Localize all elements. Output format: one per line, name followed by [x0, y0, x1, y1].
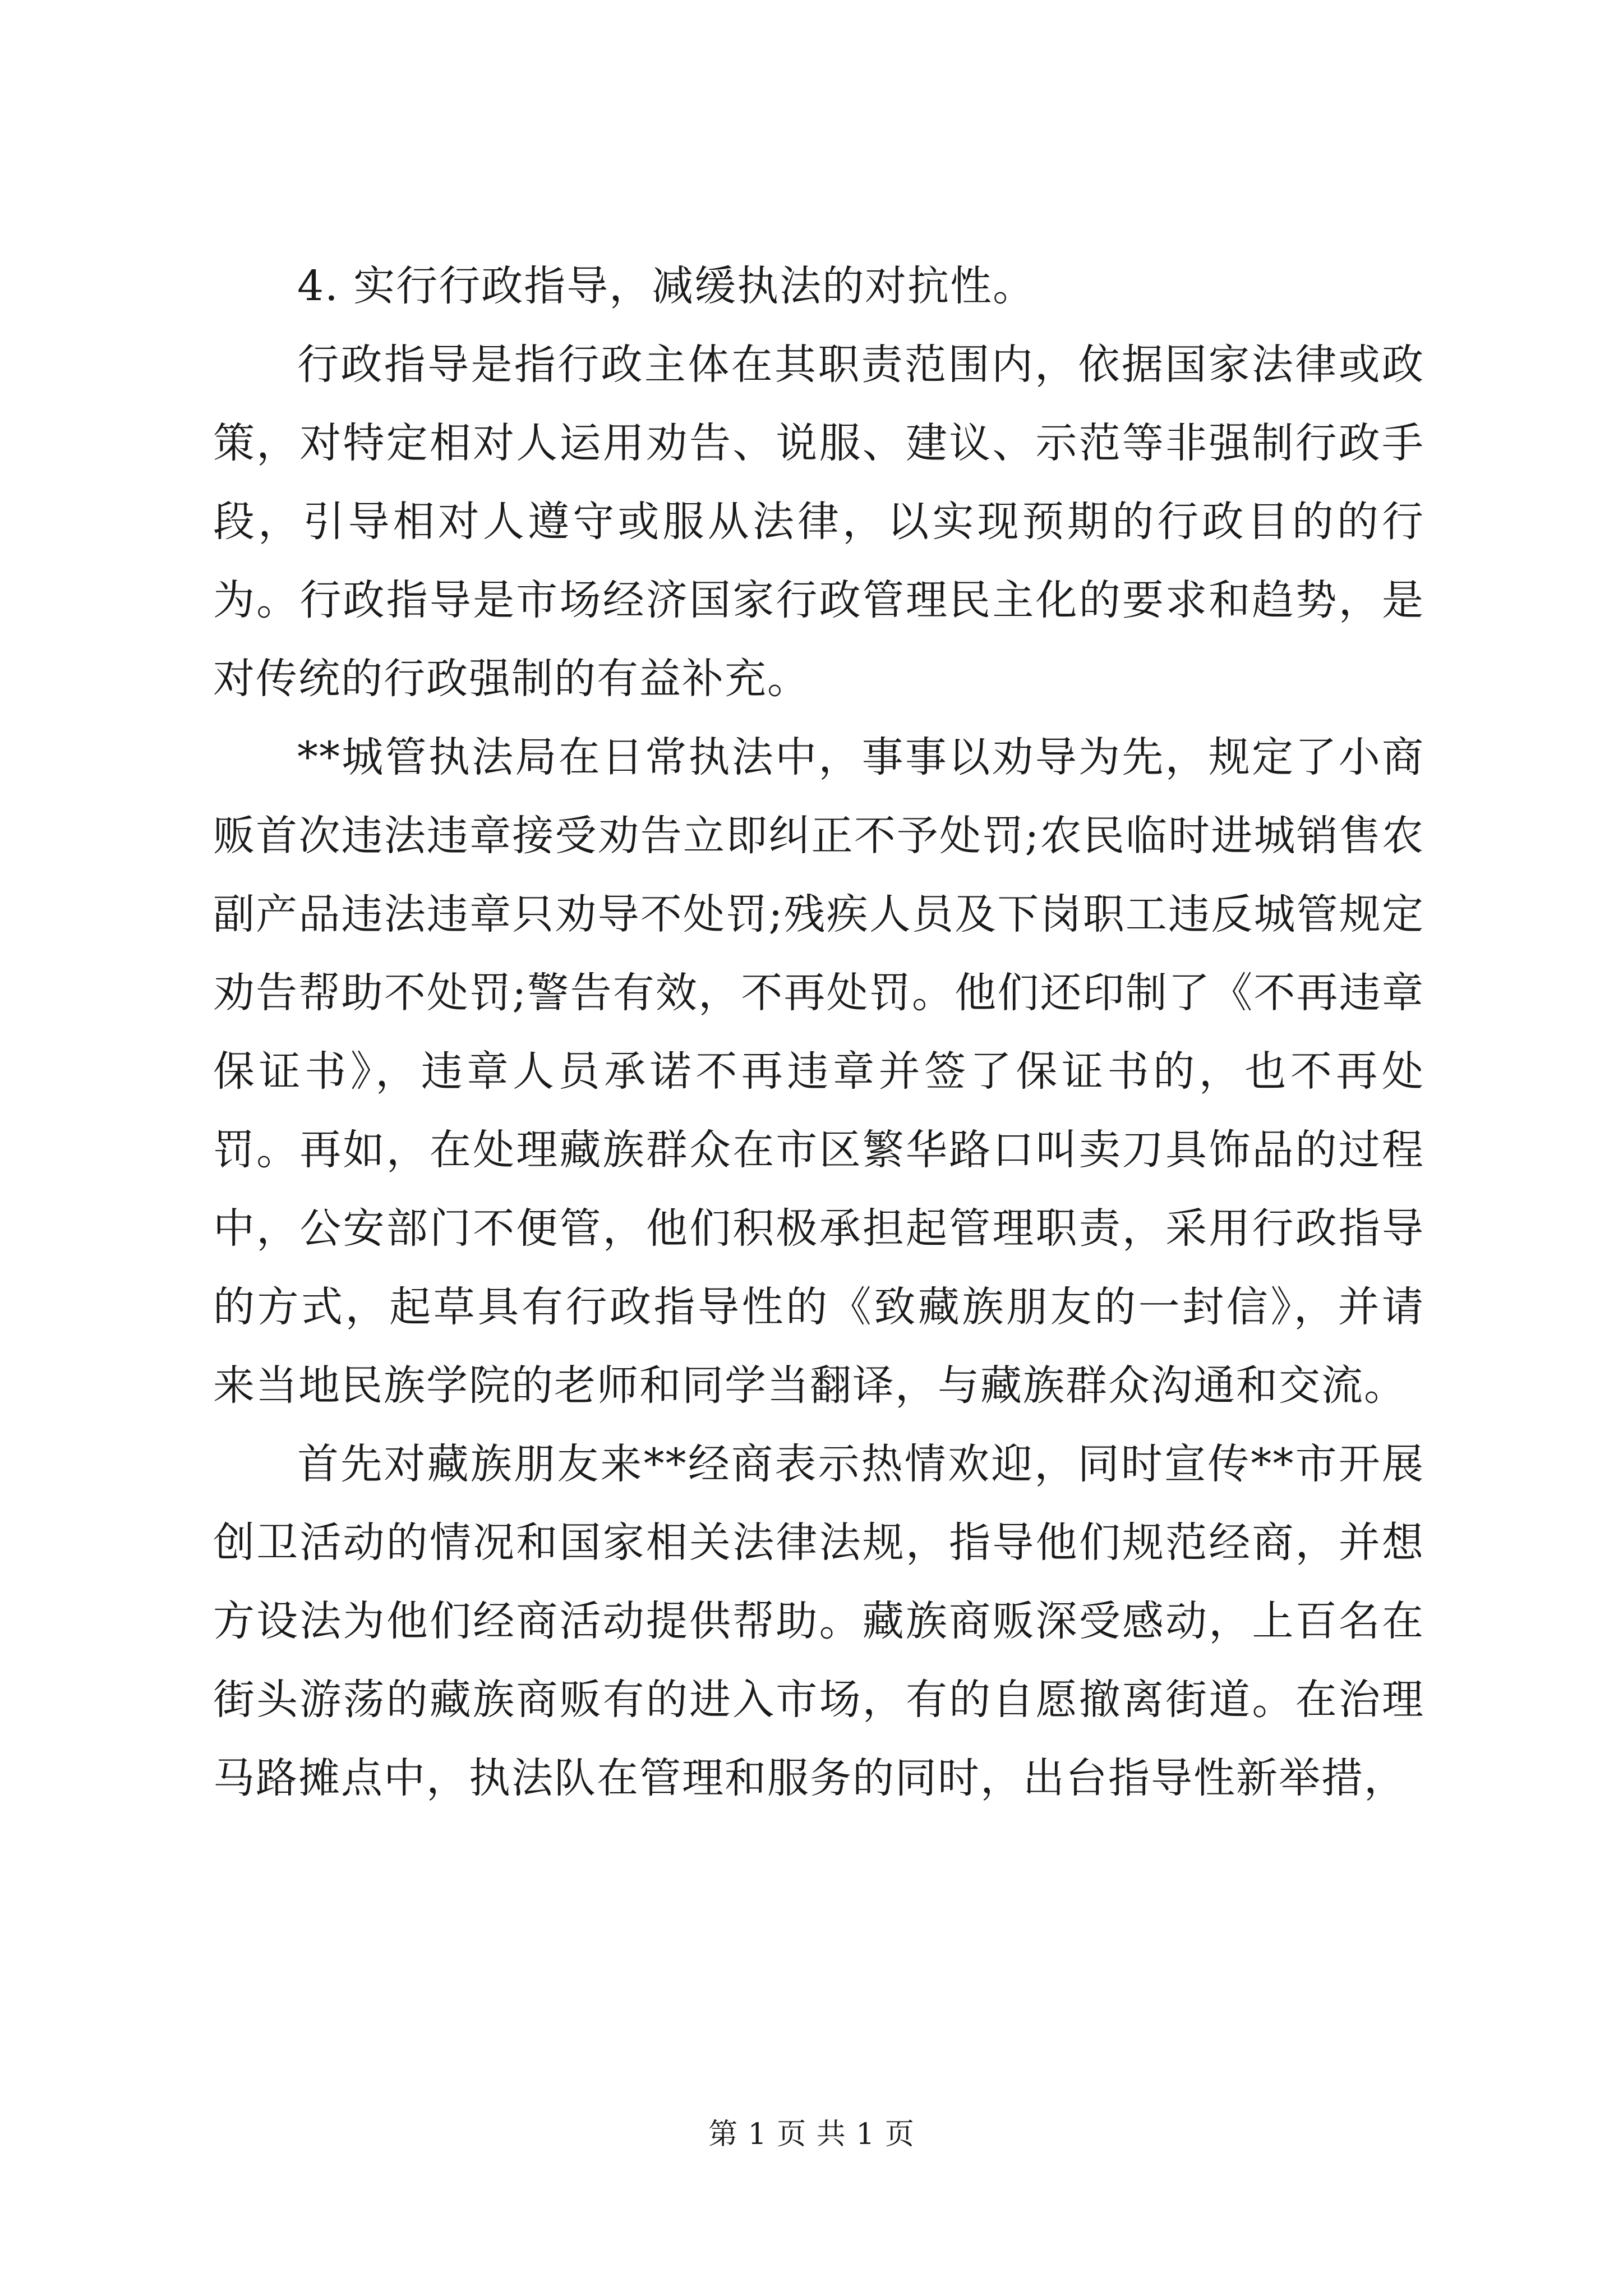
paragraph-1: 行政指导是指行政主体在其职责范围内，依据国家法律或政策，对特定相对人运用劝告、说服、建议、示范等非强制行政手段，引导相对人遵守或服从法律，以实现预期的行政目的的行为。行政指导是市场经济国家行政管理民主化的要求和趋势，是对传统的行政强制的有益补充。	[213, 341, 1424, 703]
section-heading: 4. 实行行政指导，减缓执法的对抗性。	[297, 262, 1036, 310]
page-footer: 第 1 页 共 1 页	[708, 2118, 915, 2151]
paragraph-2: **城管执法局在日常执法中，事事以劝导为先，规定了小商贩首次违法违章接受劝告立即纠正不予处罚;农民临时进城销售农副产品违法违章只劝导不处罚;残疾人员及下岗职工违反城管规定劝告帮助不处罚;警告有效，不再处罚。他们还印制了《不再违章保证书》，违章人员承诺不再违章并签了保证书的，也不再处罚。再如，在处理藏族群众在市区繁华路口叫卖刀具饰品的过程中，公安部门不便管，他们积极承担起管理职责，采用行政指导的方式，起草具有行政指导性的《致藏族朋友的一封信》，并请来当地民族学院的老师和同学当翻译，与藏族群众沟通和交流。	[213, 733, 1424, 1410]
paragraph-3: 首先对藏族朋友来**经商表示热情欢迎，同时宣传**市开展创卫活动的情况和国家相关法律法规，指导他们规范经商，并想方设法为他们经商活动提供帮助。藏族商贩深受感动，上百名在街头游荡的藏族商贩有的进入市场，有的自愿撤离街道。在治理马路摊点中，执法队在管理和服务的同时，出台指导性新举措，	[213, 1440, 1424, 1802]
document-body	[213, 247, 1424, 1818]
